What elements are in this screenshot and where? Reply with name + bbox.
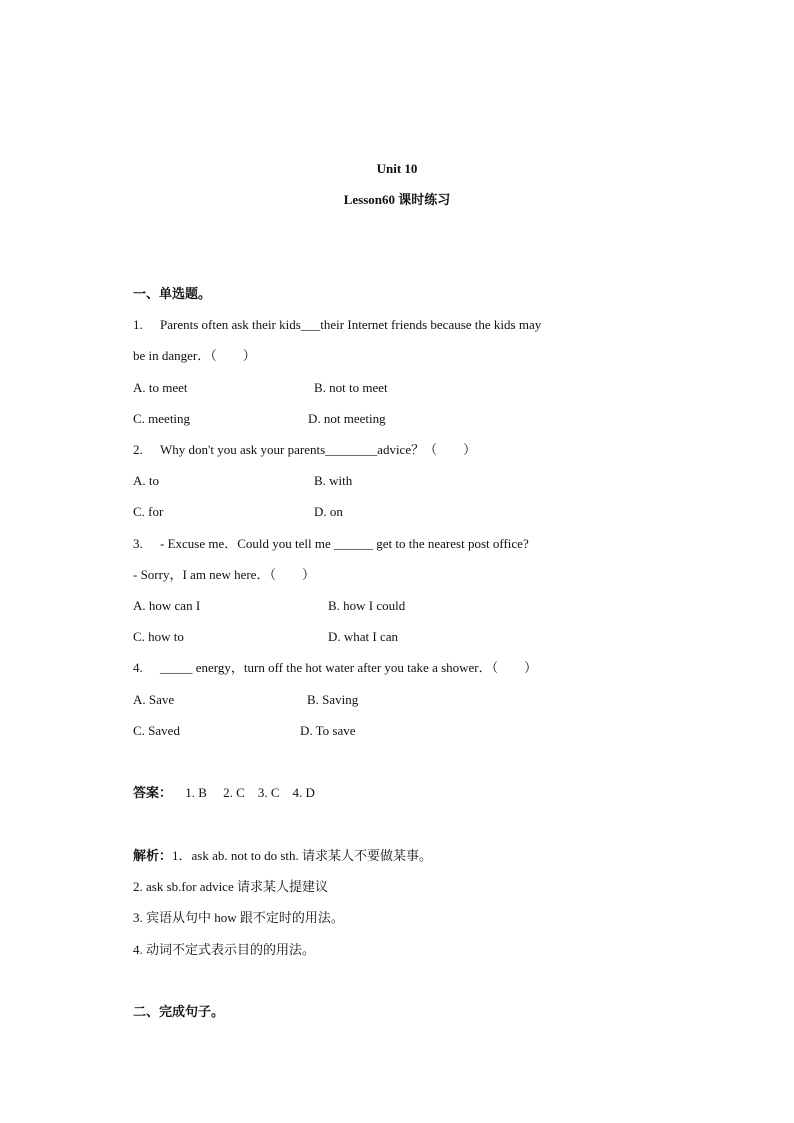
unit-title: Unit 10 bbox=[376, 161, 418, 176]
question-3-option-a: A. how can I bbox=[133, 598, 201, 613]
lesson-title: Lesson60 课时练习 bbox=[343, 192, 451, 207]
question-3-stem: - Excuse me．Could you tell me ______ get to the nearest post office? bbox=[160, 536, 529, 551]
question-3-option-c: C. how to bbox=[133, 629, 184, 644]
question-1-option-d: D. not meeting bbox=[308, 411, 386, 426]
question-4-stem: _____ energy，turn off the hot water after you take a shower．（ ） bbox=[160, 660, 538, 675]
analysis-item-4: 4. 动词不定式表示目的的用法。 bbox=[133, 942, 316, 957]
analysis-item-1: 1．ask ab. not to do sth. 请求某人不要做某事。 bbox=[172, 848, 433, 863]
question-1-option-c: C. meeting bbox=[133, 411, 191, 426]
analysis-row-1 bbox=[133, 848, 432, 864]
question-2-option-c: C. for bbox=[133, 504, 164, 519]
question-4-option-b: B. Saving bbox=[307, 692, 359, 707]
question-3-option-b: B. how I could bbox=[328, 598, 406, 613]
question-2-option-b: B. with bbox=[314, 473, 353, 488]
question-1-option-b: B. not to meet bbox=[314, 380, 388, 395]
question-2-stem: Why don't you ask your parents________advice？（ ） bbox=[160, 442, 477, 457]
question-2-number: 2. bbox=[133, 442, 143, 457]
question-1-stem: Parents often ask their kids___their Internet friends because the kids may bbox=[160, 317, 542, 332]
answer-row bbox=[133, 785, 315, 801]
question-1-option-a: A. to meet bbox=[133, 380, 188, 395]
answer-list: 1. B 2. C 3. C 4. D bbox=[185, 785, 315, 800]
analysis-item-2: 2. ask sb.for advice 请求某人提建议 bbox=[133, 879, 328, 894]
question-3-option-d: D. what I can bbox=[328, 629, 399, 644]
section-1-heading: 一、单选题。 bbox=[133, 286, 212, 301]
question-4-option-c: C. Saved bbox=[133, 723, 180, 738]
question-4-option-d: D. To save bbox=[300, 723, 356, 738]
question-3-number: 3. bbox=[133, 536, 143, 551]
question-4-option-a: A. Save bbox=[133, 692, 175, 707]
analysis-item-3: 3. 宾语从句中 how 跟不定时的用法。 bbox=[133, 910, 344, 925]
question-4-number: 4. bbox=[133, 660, 143, 675]
question-3-stem-cont: - Sorry，I am new here．（ ） bbox=[133, 567, 315, 582]
question-2-option-a: A. to bbox=[133, 473, 159, 488]
question-1-stem-cont: be in danger．（ ） bbox=[133, 348, 256, 363]
analysis-label: 解析： bbox=[133, 848, 173, 863]
question-2-option-d: D. on bbox=[314, 504, 343, 519]
question-1-number: 1. bbox=[133, 317, 143, 332]
section-2-heading: 二、完成句子。 bbox=[133, 1004, 225, 1019]
answer-label: 答案： bbox=[133, 785, 173, 800]
